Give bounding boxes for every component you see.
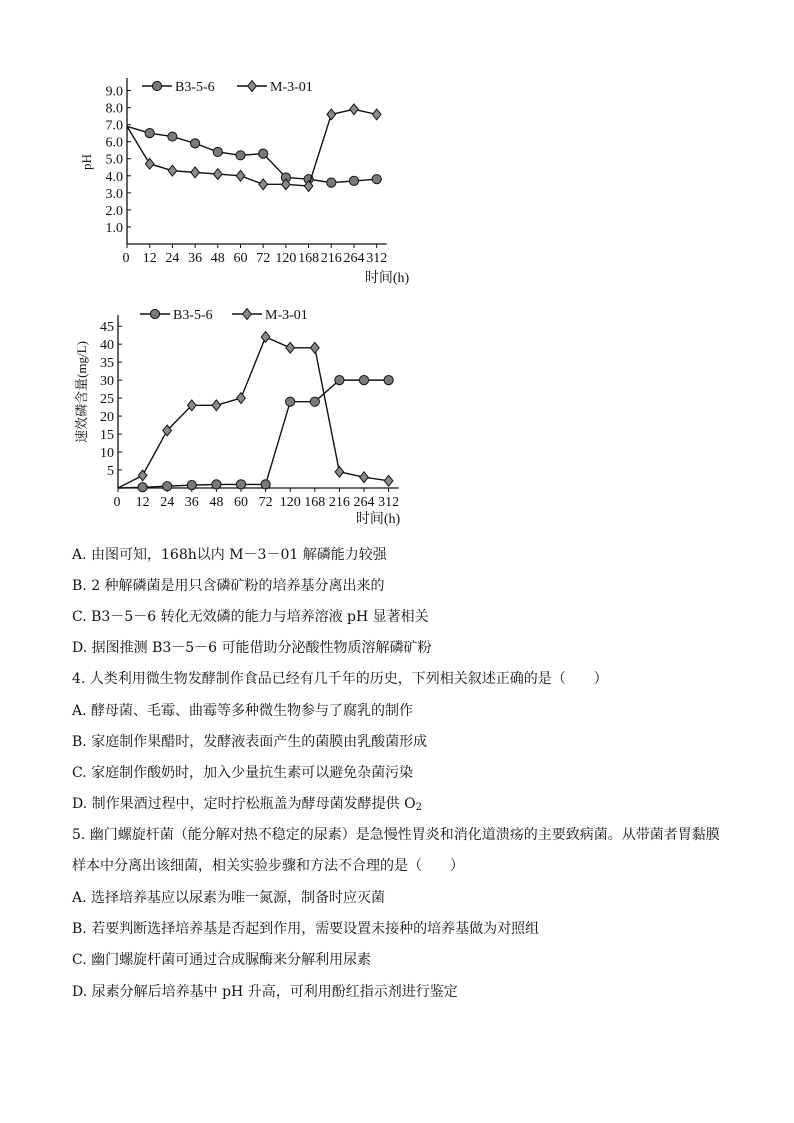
data-point-B3-5-6-36 [187, 481, 196, 490]
data-point-B3-5-6-216 [335, 376, 344, 385]
ph-chart-axes [127, 78, 387, 244]
y-tick-label: 7.0 [105, 118, 123, 134]
q4-stem: 4. 人类利用微生物发酵制作食品已经有几千年的历史，下列相关叙述正确的是（ ） [72, 671, 608, 687]
y-tick-label: 6.0 [105, 135, 123, 151]
x-tick-label: 216 [320, 251, 342, 266]
x-tick-label: 120 [279, 495, 301, 510]
data-point-B3-5-6-312 [384, 376, 393, 385]
x-tick-label: 60 [233, 251, 248, 266]
data-point-B3-5-6-48 [213, 147, 222, 156]
data-point-M-3-01-264 [360, 472, 369, 483]
x-tick-label: 312 [366, 251, 388, 266]
x-tick-label: 0 [113, 495, 121, 510]
x-tick-label: 120 [275, 251, 297, 266]
legend-label-B3-5-6: B3-5-6 [175, 80, 215, 95]
data-point-M-3-01-24 [168, 165, 177, 176]
y-tick-label: 4.0 [105, 169, 123, 185]
legend-label-B3-5-6: B3-5-6 [173, 308, 213, 323]
x-tick-label: 36 [184, 495, 199, 510]
legend-marker-M-3-01 [243, 309, 252, 320]
data-point-B3-5-6-168 [310, 397, 319, 406]
data-point-B3-5-6-12 [145, 129, 154, 138]
ph-chart-x-ticks [123, 244, 388, 266]
phosphorus-chart-axes [118, 315, 399, 488]
q3-option-c: C. B3－5－6 转化无效磷的能力与培养溶液 pH 显著相关 [72, 609, 429, 625]
x-tick-label: 12 [135, 495, 150, 510]
ph-chart [60, 62, 420, 294]
data-point-M-3-01-312 [384, 475, 393, 486]
data-point-M-3-01-48 [212, 400, 221, 411]
y-tick-label: 2.0 [105, 203, 123, 219]
data-point-B3-5-6-72 [261, 480, 270, 489]
data-point-B3-5-6-48 [212, 480, 221, 489]
data-point-M-3-01-60 [237, 393, 246, 404]
data-point-M-3-01-48 [213, 169, 222, 180]
data-point-M-3-01-12 [138, 470, 147, 481]
data-point-M-3-01-120 [286, 342, 295, 353]
q3-option-d: D. 据图推测 B3－5－6 可能借助分泌酸性物质溶解磷矿粉 [72, 640, 432, 656]
q3-option-a: A. 由图可知，168h以内 M－3－01 解磷能力较强 [72, 547, 387, 563]
ph-chart-legend [142, 80, 313, 95]
x-tick-label: 60 [234, 495, 248, 510]
data-point-B3-5-6-264 [349, 176, 358, 185]
y-tick-label: 10 [100, 446, 114, 462]
data-point-B3-5-6-24 [163, 482, 172, 491]
phosphorus-chart [60, 296, 440, 532]
phosphorus-chart-series [118, 332, 393, 492]
x-tick-label: 264 [353, 495, 375, 510]
data-point-B3-5-6-72 [259, 149, 268, 158]
x-tick-label: 168 [298, 251, 320, 266]
y-tick-label: 8.0 [105, 101, 123, 117]
data-point-B3-5-6-36 [191, 139, 200, 148]
series-line-B3-5-6 [127, 126, 377, 182]
data-point-M-3-01-60 [236, 170, 245, 181]
phosphorus-chart-x-ticks [114, 488, 400, 510]
data-point-M-3-01-312 [372, 109, 381, 120]
x-tick-label: 24 [165, 251, 180, 266]
y-tick-label: 15 [100, 428, 114, 444]
y-tick-label: 25 [100, 392, 114, 408]
x-tick-label: 0 [122, 251, 130, 266]
x-tick-label: 12 [142, 251, 157, 266]
y-tick-label: 9.0 [105, 84, 123, 100]
q5-option-a: A. 选择培养基应以尿素为唯一氮源，制备时应灭菌 [72, 890, 386, 906]
q5-option-b: B. 若要判断选择培养基是否起到作用，需要设置未接种的培养基做为对照组 [72, 921, 540, 937]
ph-chart-y-label: pH [79, 154, 94, 170]
phosphorus-chart-x-label: 时间(h) [355, 512, 401, 527]
y-tick-label: 3.0 [105, 186, 123, 202]
y-tick-label: 20 [100, 410, 114, 426]
x-tick-label: 72 [258, 495, 273, 510]
q4-option-c: C. 家庭制作酸奶时，加入少量抗生素可以避免杂菌污染 [72, 765, 414, 781]
data-point-B3-5-6-216 [327, 178, 336, 187]
data-point-B3-5-6-24 [168, 132, 177, 141]
data-point-B3-5-6-120 [286, 397, 295, 406]
q3-option-b: B. 2 种解磷菌是用只含磷矿粉的培养基分离出来的 [72, 578, 385, 594]
data-point-M-3-01-168 [310, 342, 319, 353]
x-tick-label: 36 [188, 251, 203, 266]
legend-label-M-3-01: M-3-01 [265, 308, 308, 323]
series-line-B3-5-6 [118, 380, 389, 488]
data-point-M-3-01-72 [259, 179, 268, 190]
y-tick-label: 1.0 [105, 220, 123, 236]
x-tick-label: 264 [343, 251, 365, 266]
x-tick-label: 72 [256, 251, 271, 266]
x-tick-label: 48 [210, 251, 225, 266]
ph-chart-series [127, 104, 381, 192]
q4-option-d [72, 794, 422, 814]
y-tick-label: 30 [100, 374, 114, 390]
data-point-M-3-01-36 [191, 167, 200, 178]
x-tick-label: 24 [160, 495, 175, 510]
q5-option-c: C. 幽门螺旋杆菌可通过合成脲酶来分解利用尿素 [72, 952, 372, 968]
phosphorus-chart-legend [140, 308, 308, 323]
series-line-M-3-01 [118, 337, 389, 488]
q4-option-b: B. 家庭制作果醋时，发酵液表面产生的菌膜由乳酸菌形成 [72, 734, 428, 750]
data-point-B3-5-6-60 [236, 480, 245, 489]
q4-option-d-text: D. 制作果酒过程中，定时拧松瓶盖为酵母菌发酵提供 O [72, 796, 416, 812]
data-point-B3-5-6-60 [236, 151, 245, 160]
data-point-M-3-01-216 [335, 466, 344, 477]
legend-marker-B3-5-6 [150, 309, 159, 318]
data-point-B3-5-6-312 [372, 175, 381, 184]
x-tick-label: 216 [328, 495, 350, 510]
legend-marker-M-3-01 [248, 81, 257, 92]
x-tick-label: 168 [304, 495, 326, 510]
q4-option-a: A. 酵母菌、毛霉、曲霉等多种微生物参与了腐乳的制作 [72, 703, 414, 719]
data-point-B3-5-6-12 [138, 483, 147, 492]
y-tick-label: 45 [100, 320, 114, 336]
data-point-M-3-01-72 [261, 332, 270, 343]
y-tick-label: 35 [100, 356, 114, 372]
data-point-M-3-01-264 [350, 104, 359, 115]
y-tick-label: 5 [107, 464, 114, 480]
q5-option-d: D. 尿素分解后培养基中 pH 升高，可利用酚红指示剂进行鉴定 [72, 984, 458, 1000]
x-tick-label: 48 [209, 495, 224, 510]
x-tick-label: 312 [378, 495, 400, 510]
legend-label-M-3-01: M-3-01 [270, 80, 313, 95]
y-tick-label: 5.0 [105, 152, 123, 168]
data-point-M-3-01-216 [327, 109, 336, 120]
y-tick-label: 40 [100, 338, 114, 354]
phosphorus-chart-y-label: 速效磷含量(mg/L) [74, 341, 89, 443]
q5-stem: 5. 幽门螺旋杆菌（能分解对热不稳定的尿素）是急慢性胃炎和消化道溃疡的主要致病菌。从带菌者胃黏膜样本中分离出该细菌，相关实验步骤和方法不合理的是（ ） [72, 827, 720, 874]
q4-option-d-subscript: 2 [415, 802, 422, 813]
ph-chart-x-label: 时间(h) [364, 271, 410, 286]
phosphorus-chart-y-ticks [100, 320, 122, 479]
series-line-M-3-01 [127, 109, 377, 186]
legend-marker-B3-5-6 [152, 81, 161, 90]
data-point-B3-5-6-264 [359, 376, 368, 385]
